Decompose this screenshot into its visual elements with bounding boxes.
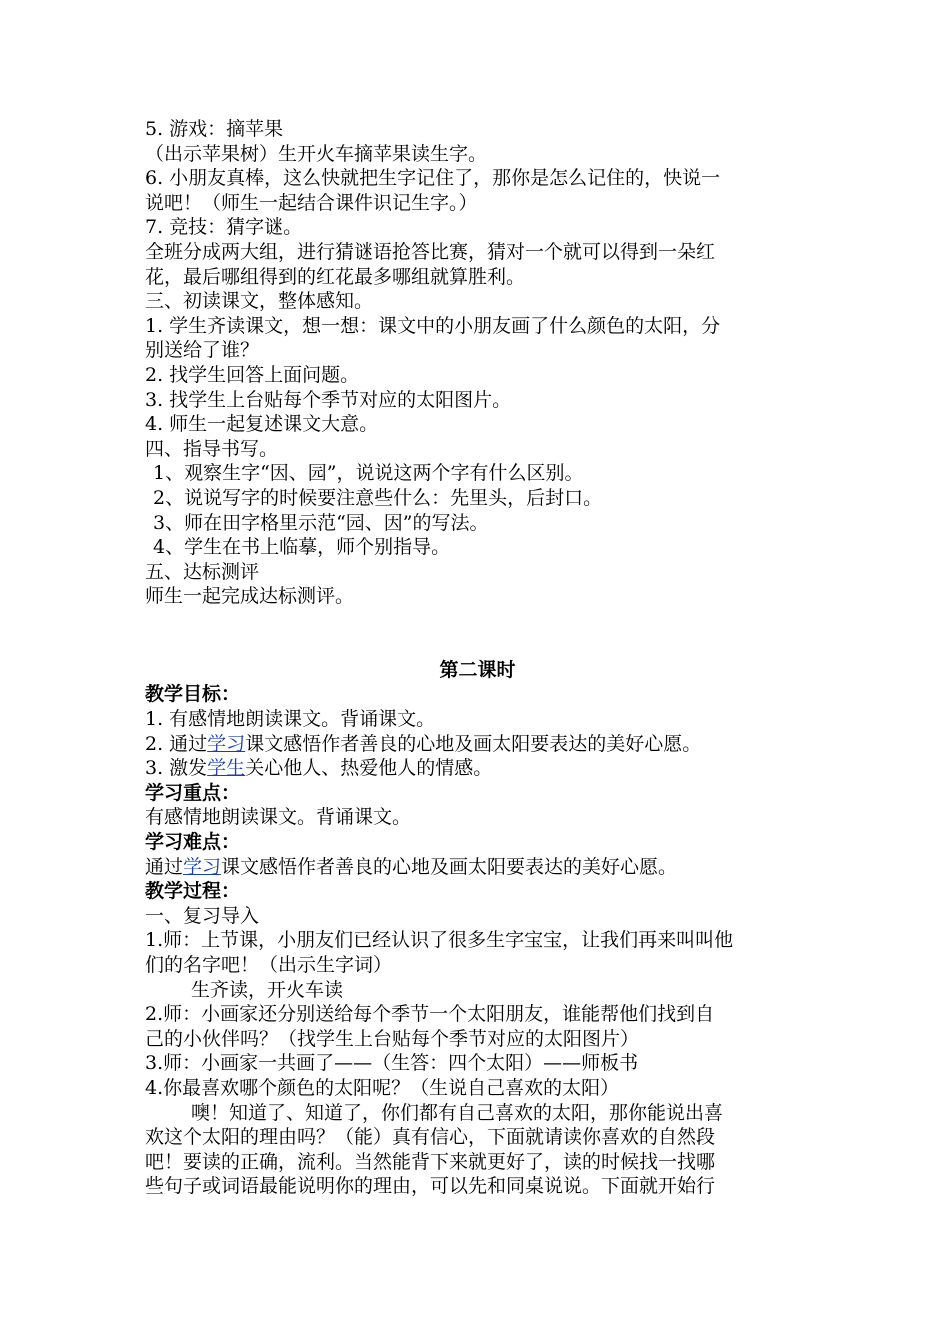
text-line: 师生一起完成达标测评。 <box>145 585 355 608</box>
goal-item <box>145 756 810 781</box>
text-line: 己的小伙伴吗？（找学生上台贴每个季节对应的太阳图片） <box>145 1027 640 1050</box>
text-line: 们的名字吧！（出示生字词） <box>145 954 393 976</box>
goal-text: 关心他人、热爱他人的情感。 <box>245 757 493 780</box>
text-line: 3、师在田字格里示范“园、因”的写法。 <box>153 511 489 534</box>
student-link[interactable]: 学生 <box>207 757 246 780</box>
text-line: （出示苹果树）生开火车摘苹果读生字。 <box>145 142 488 165</box>
text-line: 全班分成两大组，进行猜谜语抢答比赛，猜对一个就可以得到一朵红 <box>145 240 716 263</box>
text-line: 一、复习导入 <box>145 904 260 927</box>
text-line: 4. 师生一起复述课文大意。 <box>145 413 379 436</box>
section-title: 第二课时 <box>439 658 516 681</box>
document-page <box>145 117 810 1199</box>
text-line: 噢！知道了、知道了，你们都有自己喜欢的太阳，那你能说出喜 <box>191 1101 724 1124</box>
difficulty-text-part: 课文感悟作者善良的心地及画太阳要表达的美好心愿。 <box>221 855 678 878</box>
text-line: 花，最后哪组得到的红花最多哪组就算胜利。 <box>145 265 526 288</box>
difficulty-text-part: 通过 <box>145 855 184 878</box>
text-line: 四、指导书写。 <box>145 437 279 460</box>
goal-text: 3. 激发 <box>145 757 208 780</box>
text-line: 3. 找学生上台贴每个季节对应的太阳图片。 <box>145 388 512 411</box>
text-line: 2、说说写字的时候要注意些什么：先里头，后封口。 <box>153 486 603 509</box>
goal-item: 1. 有感情地朗读课文。背诵课文。 <box>145 708 436 731</box>
difficulty-text <box>145 855 810 880</box>
text-line: 1. 学生齐读课文，想一想：课文中的小朋友画了什么颜色的太阳，分 <box>145 314 721 337</box>
text-line: 1、观察生字“因、园”，说说这两个字有什么区别。 <box>153 462 584 485</box>
text-line: 1.师：上节课，小朋友们已经认识了很多生字宝宝，让我们再来叫叫他 <box>145 929 734 952</box>
study-link[interactable]: 学习 <box>183 855 222 878</box>
lesson-one-continued <box>145 117 810 609</box>
text-line: 7. 竞技：猜字谜。 <box>145 216 303 239</box>
text-line: 2.师：小画家还分别送给每个季节一个太阳朋友，谁能帮他们找到自 <box>145 1003 715 1026</box>
key-text: 有感情地朗读课文。背诵课文。 <box>145 806 412 829</box>
goals-heading: 教学目标： <box>145 683 241 706</box>
text-line: 别送给了谁？ <box>145 339 260 362</box>
lesson-two-process <box>145 904 810 1199</box>
goal-item <box>145 732 810 757</box>
text-line: 4.你最喜欢哪个颜色的太阳呢？（生说自己喜欢的太阳） <box>145 1076 620 1099</box>
text-line: 吧！要读的正确，流利。当然能背下来就更好了，读的时候找一找哪 <box>145 1150 716 1173</box>
key-heading: 学习重点： <box>145 781 241 804</box>
goal-text: 课文感悟作者善良的心地及画太阳要表达的美好心愿。 <box>245 732 702 755</box>
difficulty-heading: 学习难点： <box>145 831 241 854</box>
text-line: 生齐读，开火车读 <box>191 978 344 1001</box>
text-line: 欢这个太阳的理由吗？（能）真有信心，下面就请读你喜欢的自然段 <box>145 1126 716 1149</box>
text-line: 些句子或词语最能说明你的理由，可以先和同桌说说。下面就开始行 <box>145 1175 716 1198</box>
text-line: 三、初读课文，整体感知。 <box>145 290 374 313</box>
text-line: 五、达标测评 <box>145 560 260 583</box>
text-line: 说吧！（师生一起结合课件识记生字。） <box>145 191 478 214</box>
text-line: 3.师：小画家一共画了——（生答：四个太阳）——师板书 <box>145 1052 639 1075</box>
text-line: 2. 找学生回答上面问题。 <box>145 363 360 386</box>
text-line: 6. 小朋友真棒，这么快就把生字记住了，那你是怎么记住的，快说一 <box>145 167 721 190</box>
process-heading: 教学过程： <box>145 880 241 903</box>
text-line: 5. 游戏：摘苹果 <box>145 118 284 140</box>
goal-text: 2. 通过 <box>145 732 208 755</box>
study-link[interactable]: 学习 <box>207 732 246 755</box>
section-spacer <box>145 609 810 658</box>
text-line: 4、学生在书上临摹，师个别指导。 <box>153 536 451 559</box>
